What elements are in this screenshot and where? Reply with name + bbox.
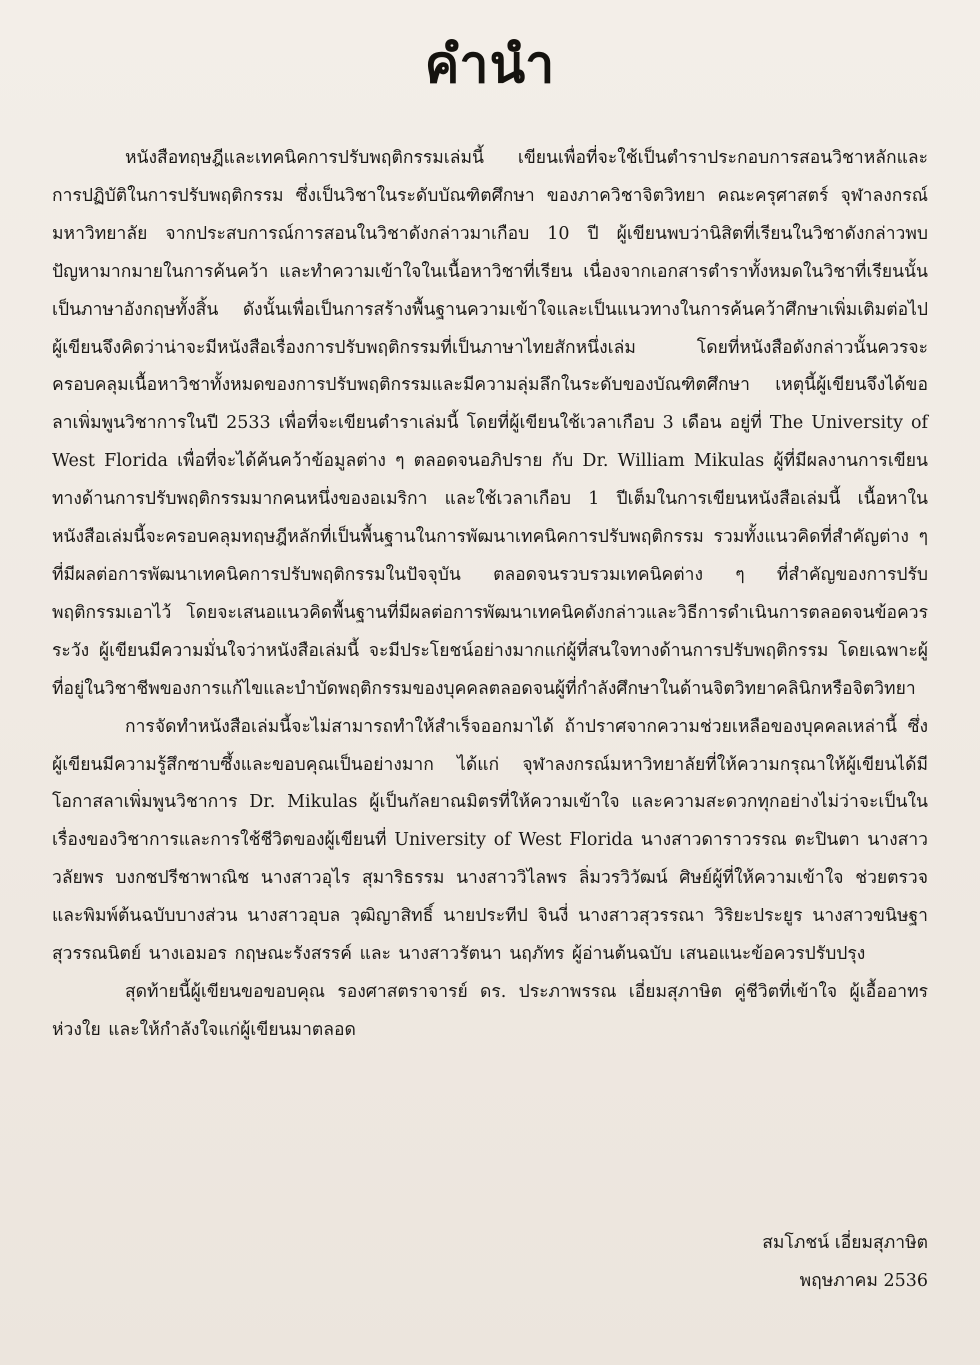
page-title: คำนำ [424, 35, 556, 95]
signature-block [762, 1224, 928, 1300]
signature-date: พฤษภาคม 2536 [799, 1271, 928, 1291]
paragraph-intro: หนังสือทฤษฎีและเทคนิคการปรับพฤติกรรมเล่มนี้ เขียนเพื่อที่จะใช้เป็นตำราประกอบการสอนวิชาหลักและการปฏิบัติในการปรับพฤติกรรม ซึ่งเป็นวิชาในระดับบัณฑิตศึกษา ของภาควิชาจิตวิทยา คณะครุศาสตร์ จุฬาลงกรณ์มหาวิทยาลัย จากประสบการณ์การสอนในวิชาดังกล่าวมาเกือบ 10 ปี ผู้เขียนพบว่านิสิตที่เรียนในวิชาดังกล่าวพบปัญหามากมายในการค้นคว้า และทำความเข้าใจในเนื้อหาวิชาที่เรียน เนื่องจากเอกสารตำราทั้งหมดในวิชาที่เรียนนั้นเป็นภาษาอังกฤษทั้งสิ้น ดังนั้นเพื่อเป็นการสร้างพื้นฐานความเข้าใจและเป็นแนวทางในการค้นคว้าศึกษาเพิ่มเติมต่อไป ผู้เขียนจึงคิดว่าน่าจะมีหนังสือเรื่องการปรับพฤติกรรมที่เป็นภาษาไทยสักหนึ่งเล่ม โดยที่หนังสือดังกล่าวนั้นควรจะครอบคลุมเนื้อหาวิชาทั้งหมดของการปรับพฤติกรรมและมีความลุ่มลึกในระดับของบัณฑิตศึกษา เหตุนี้ผู้เขียนจึงได้ขอลาเพิ่มพูนวิชาการในปี 2533 เพื่อที่จะเขียนตำราเล่มนี้ โดยที่ผู้เขียนใช้เวลาเกือบ 3 เดือน อยู่ที่ The University of West Florida เพื่อที่จะได้ค้นคว้าข้อมูลต่าง ๆ ตลอดจนอภิปราย กับ Dr. William Mikulas ผู้ที่มีผลงานการเขียนทางด้านการปรับพฤติกรรมมากคนหนึ่งของอเมริกา และใช้เวลาเกือบ 1 ปีเต็มในการเขียนหนังสือเล่มนี้ เนื้อหาในหนังสือเล่มนี้จะครอบคลุมทฤษฎีหลักที่เป็นพื้นฐานในการพัฒนาเทคนิคการปรับพฤติกรรม รวมทั้งแนวคิดที่สำคัญต่าง ๆ ที่มีผลต่อการพัฒนาเทคนิคการปรับพฤติกรรมในปัจจุบัน ตลอดจนรวบรวมเทคนิคต่าง ๆ ที่สำคัญของการปรับพฤติกรรมเอาไว้ โดยจะเสนอแนวคิดพื้นฐานที่มีผลต่อการพัฒนาเทคนิคดังกล่าวและวิธีการดำเนินการตลอดจนข้อควรระวัง ผู้เขียนมีความมั่นใจว่าหนังสือเล่มนี้ จะมีประโยชน์อย่างมากแก่ผู้ที่สนใจทางด้านการปรับพฤติกรรม โดยเฉพาะผู้ที่อยู่ในวิชาชีพของการแก้ไขและบำบัดพฤติกรรมของบุคคลตลอดจนผู้ที่กำลังศึกษาในด้านจิตวิทยาคลินิกหรือจิตวิทยา [52, 148, 928, 699]
author-name: สมโภชน์ เอี่ยมสุภาษิต [762, 1233, 928, 1253]
paragraph-closing: สุดท้ายนี้ผู้เขียนขอขอบคุณ รองศาสตราจารย์ ดร. ประภาพรรณ เอี่ยมสุภาษิต คู่ชีวิตที่เข้าใจ ผู้เอื้ออาทรห่วงใย และให้กำลังใจแก่ผู้เขียนมาตลอด [52, 981, 928, 1040]
preface-body [52, 140, 928, 1050]
paragraph-acknowledgements: การจัดทำหนังสือเล่มนี้จะไม่สามารถทำให้สำเร็จออกมาได้ ถ้าปราศจากความช่วยเหลือของบุคคลเหล่านี้ ซึ่งผู้เขียนมีความรู้สึกซาบซึ้งและขอบคุณเป็นอย่างมาก ได้แก่ จุฬาลงกรณ์มหาวิทยาลัยที่ให้ความกรุณาให้ผู้เขียนได้มีโอกาสลาเพิ่มพูนวิชาการ Dr. Mikulas ผู้เป็นกัลยาณมิตรที่ให้ความเข้าใจ และความสะดวกทุกอย่างไม่ว่าจะเป็นในเรื่องของวิชาการและการใช้ชีวิตของผู้เขียนที่ University of West Florida นางสาวดาราวรรณ ตะปินตา นางสาววลัยพร บงกชปรีชาพาณิช นางสาวอุไร สุมาริธรรม นางสาววิไลพร ลิ่มวรวิวัฒน์ ศิษย์ผู้ที่ให้ความเข้าใจ ช่วยตรวจและพิมพ์ต้นฉบับบางส่วน นางสาวอุบล วุฒิญาสิทธิ์ นายประทีป จินงี่ นางสาวสุวรรณา วิริยะประยูร นางสาวขนิษฐา สุวรรณนิตย์ นางเอมอร กฤษณะรังสรรค์ และ นางสาวรัตนา นฤภัทร ผู้อ่านต้นฉบับ เสนอแนะข้อควรปรับปรุง [52, 716, 928, 965]
